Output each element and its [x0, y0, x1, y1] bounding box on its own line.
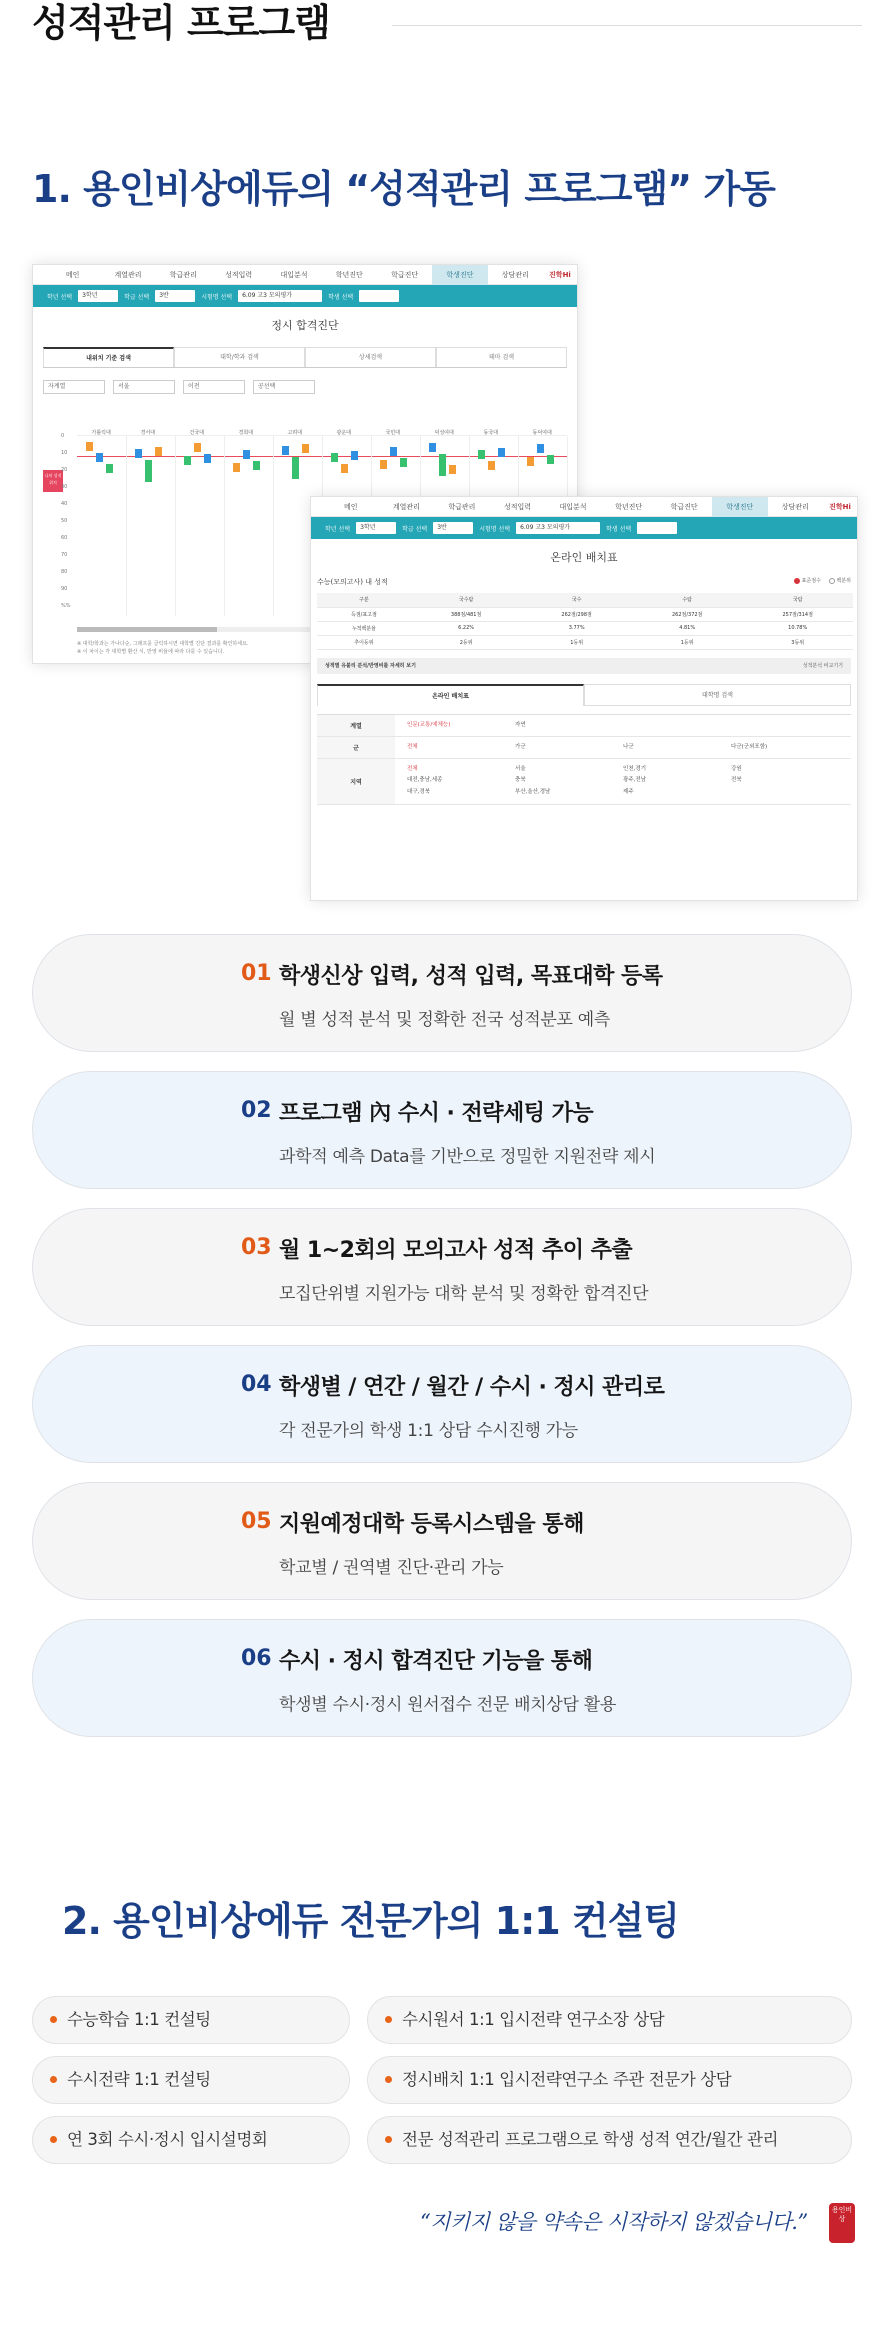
consulting-item [32, 1996, 350, 2044]
bullet-icon [385, 2076, 392, 2083]
feature-description: 모집단위별 지원가능 대학 분석 및 정확한 합격진단 [279, 1284, 649, 1304]
dropdown[interactable]: 공선택 [253, 380, 315, 394]
consulting-item [367, 2056, 852, 2104]
admission-marker[interactable] [243, 450, 250, 459]
radio-icon[interactable] [829, 578, 835, 584]
nav-item[interactable]: 학년진단 [615, 502, 643, 511]
table-header-cell: 구분 [317, 593, 411, 607]
y-tick: 20 [61, 467, 68, 473]
top-nav [33, 265, 577, 285]
nav-item[interactable]: 계열관리 [392, 502, 420, 511]
nav-item[interactable]: 학생진단 [432, 265, 487, 285]
chart-gridline [126, 436, 127, 616]
nav-item[interactable]: 대입분석 [559, 502, 587, 511]
page-title: 성적관리 프로그램 [32, 1, 330, 45]
filter-row-head: 군 [317, 737, 395, 758]
feature-number: 01 [241, 961, 272, 986]
filter-option[interactable]: 나군 [623, 743, 634, 750]
dropdown[interactable]: 이전 [183, 380, 245, 394]
university-label[interactable]: 광운대 [336, 430, 351, 436]
filter-select[interactable]: 3반 [433, 522, 473, 534]
consulting-label: 정시배치 1:1 입시전략연구소 주관 전문가 상담 [402, 2070, 732, 2089]
filter-option[interactable]: 전체 [407, 743, 418, 750]
admission-marker[interactable] [331, 453, 338, 462]
filter-option[interactable]: 서울 [515, 765, 526, 772]
filter-row-head: 지역 [317, 759, 395, 804]
table-header-cell: 국탐 [742, 593, 853, 607]
table-cell: 누적백분율 [317, 621, 411, 635]
table-row [317, 607, 853, 621]
university-label[interactable]: 건국대 [189, 430, 204, 436]
y-tick: 60 [61, 535, 68, 541]
admission-marker[interactable] [390, 447, 397, 456]
search-tab[interactable]: 상세검색 [305, 347, 436, 367]
feature-description: 월 별 성적 분석 및 정확한 전국 성적분포 예측 [279, 1010, 611, 1030]
page-header [32, 0, 862, 50]
filter-select[interactable]: 3학년 [78, 290, 118, 302]
nav-item[interactable]: 상담관리 [501, 270, 529, 279]
filter-label: 시험명 선택 [201, 293, 233, 301]
note-line: ※ 이 차이는 각 대학별 환산 식, 반영 비율에 따라 다를 수 있습니다. [77, 649, 225, 655]
filter-select[interactable]: 6.09 고3 모의평가 [516, 522, 600, 534]
admission-marker[interactable] [86, 442, 93, 451]
feature-number: 02 [241, 1098, 272, 1123]
brand-logo[interactable]: 진학Hi [549, 270, 571, 279]
section2-title: 2. 용인비상에듀 전문가의 1:1 컨설팅 [62, 1899, 680, 1943]
my-position-flag: 나의 성적 위치 [43, 470, 63, 492]
filter-select[interactable] [359, 290, 399, 302]
consulting-item [32, 2056, 350, 2104]
y-tick: 70 [61, 552, 68, 558]
feature-pill [32, 1482, 852, 1600]
filter-label: 학생 선택 [328, 293, 354, 301]
title-divider [392, 25, 862, 26]
table-cell: 2등위 [411, 635, 522, 649]
bullet-icon [50, 2136, 57, 2143]
nav-item[interactable]: 학급진단 [391, 270, 419, 279]
table-row [317, 635, 853, 649]
feature-pill [32, 1619, 852, 1737]
nav-item[interactable]: 성적입력 [225, 270, 253, 279]
top-nav [311, 497, 857, 517]
admission-marker[interactable] [527, 457, 534, 466]
admission-marker[interactable] [145, 460, 152, 482]
filter-label: 학급 선택 [124, 293, 150, 301]
table-cell: 6.22% [411, 621, 522, 635]
banner-text[interactable]: 성적별 유불리 분석/반영비를 자세히 보기 [325, 663, 416, 669]
table-cell: 388점/481점 [411, 607, 522, 621]
consulting-item [367, 2116, 852, 2164]
search-tab[interactable]: 내위치 기준 검색 [43, 347, 174, 367]
university-label[interactable]: 고려대 [287, 430, 302, 436]
table-cell: 10.78% [742, 621, 853, 635]
analysis-banner[interactable] [317, 658, 851, 674]
radio-label[interactable]: 표준점수 [801, 578, 821, 584]
admission-marker[interactable] [380, 460, 387, 469]
table-cell: 1등위 [521, 635, 632, 649]
filter-select[interactable] [637, 522, 677, 534]
screen-title: 정시 합격진단 [271, 319, 339, 332]
tab-univ-search[interactable]: 대학명 검색 [584, 684, 851, 706]
nav-item[interactable]: 상담관리 [781, 502, 809, 511]
banner-link[interactable]: 성적분석 비교기기 [802, 663, 843, 669]
chart-gridline [224, 436, 225, 616]
admission-marker[interactable] [439, 454, 446, 476]
filter-option[interactable]: 자연 [515, 721, 526, 728]
filter-select[interactable]: 6.09 고3 모의평가 [238, 290, 322, 302]
y-tick: 50 [61, 518, 68, 524]
screen-title: 온라인 배치표 [550, 551, 618, 564]
consulting-label: 수시전략 1:1 컨설팅 [67, 2070, 211, 2089]
nav-item[interactable]: 학급진단 [670, 502, 698, 511]
admission-marker[interactable] [184, 456, 191, 465]
dropdown[interactable]: 서울 [113, 380, 175, 394]
filter-bar [311, 517, 857, 539]
filter-bar [33, 285, 577, 307]
filter-select[interactable]: 3반 [155, 290, 195, 302]
y-tick: 10 [61, 450, 68, 456]
y-tick: 0 [61, 433, 65, 439]
dropdown[interactable]: 자계열 [43, 380, 105, 394]
slogan-quote: “지키지 않을 약속은 시작하지 않겠습니다.” [420, 2210, 808, 2234]
filter-option[interactable]: 부산,울산,경남 [515, 788, 551, 795]
table-cell: 1등위 [632, 635, 743, 649]
brand-logo[interactable]: 진학Hi [829, 502, 851, 511]
filter-row [317, 715, 851, 737]
university-label[interactable]: 가톨릭대 [91, 430, 111, 436]
filter-select[interactable]: 3학년 [356, 522, 396, 534]
feature-description: 과학적 예측 Data를 기반으로 정밀한 지원전략 제시 [279, 1147, 656, 1167]
university-label[interactable]: 덕성여대 [434, 430, 454, 436]
nav-item[interactable]: 학생진단 [712, 497, 768, 517]
search-tabs [43, 347, 567, 368]
filter-option[interactable]: 대전,충남,세종 [407, 777, 443, 784]
filter-option[interactable]: 충북 [515, 777, 526, 784]
feature-pill [32, 1071, 852, 1189]
chart-notes [77, 640, 249, 656]
filter-option[interactable]: 전체 [407, 765, 418, 772]
nav-item[interactable]: 학년진단 [335, 270, 363, 279]
filter-row-options [395, 759, 851, 804]
admission-marker[interactable] [204, 454, 211, 463]
filter-label: 학년 선택 [47, 293, 73, 301]
table-header-cell: 국수탐 [411, 593, 522, 607]
filter-row-options [395, 737, 851, 758]
filter-option[interactable]: 전북 [731, 777, 742, 784]
filter-option[interactable]: 제주 [623, 788, 634, 795]
admission-marker[interactable] [135, 449, 142, 458]
filter-option[interactable]: 인천,경기 [623, 765, 647, 772]
search-tab[interactable]: 테마 검색 [436, 347, 567, 367]
feature-heading: 수시 · 정시 합격진단 기능을 통해 [279, 1649, 593, 1674]
feature-heading: 지원예정대학 등록시스템을 통해 [279, 1512, 584, 1537]
filter-option[interactable]: 가군 [515, 743, 526, 750]
table-cell: 득점/표고점 [317, 607, 411, 621]
feature-pill [32, 1208, 852, 1326]
filter-option[interactable]: 광주,전남 [623, 777, 647, 784]
feature-pill [32, 934, 852, 1052]
feature-heading: 프로그램 內 수시 · 전략세팅 가능 [279, 1101, 594, 1126]
university-label[interactable]: 경희대 [238, 430, 253, 436]
tab-online-baechi[interactable]: 온라인 배치표 [317, 684, 584, 706]
admission-marker[interactable] [341, 464, 348, 473]
feature-description: 각 전문가의 학생 1:1 상담 수시진행 가능 [279, 1421, 578, 1441]
radio-icon[interactable] [794, 578, 800, 584]
feature-pill [32, 1345, 852, 1463]
consulting-label: 연 3회 수시·정시 입시설명회 [67, 2130, 268, 2149]
y-tick: 40 [61, 501, 68, 507]
nav-item[interactable]: 학급관리 [169, 270, 197, 279]
y-tick: 90 [61, 586, 68, 592]
table-cell: 4.81% [632, 621, 743, 635]
table-header-cell: 수탐 [632, 593, 743, 607]
feature-number: 06 [241, 1646, 272, 1671]
filter-label: 학년 선택 [325, 525, 351, 533]
search-tab[interactable]: 대학/학과 검색 [174, 347, 305, 367]
university-label[interactable]: 동국대 [483, 430, 498, 436]
nav-item[interactable]: 메인 [344, 502, 358, 511]
admission-marker[interactable] [478, 450, 485, 459]
table-cell: 257점/314점 [742, 607, 853, 621]
admission-marker[interactable] [498, 448, 505, 457]
admission-marker[interactable] [253, 461, 260, 470]
note-line: ※ 대학/학과는 가나다순, 그래프를 클릭하시면 대학별 진단 결과를 확인하세요. [77, 641, 249, 647]
section1-title: 1. 용인비상에듀의 “성적관리 프로그램” 가동 [32, 167, 775, 211]
table-cell: 3등위 [742, 635, 853, 649]
feature-heading: 학생신상 입력, 성적 입력, 목표대학 등록 [279, 964, 663, 989]
admission-marker[interactable] [351, 451, 358, 460]
seal-stamp: 용인비상 [829, 2203, 855, 2243]
score-type-radios [788, 577, 851, 587]
score-subtitle: 수능(모의고사) 내 성적 [317, 578, 388, 586]
y-tick: 80 [61, 569, 68, 575]
admission-marker[interactable] [96, 453, 103, 462]
admission-marker[interactable] [537, 444, 544, 453]
admission-marker[interactable] [449, 465, 456, 474]
admission-marker[interactable] [194, 443, 201, 452]
nav-item[interactable]: 성적입력 [503, 502, 531, 511]
feature-heading: 학생별 / 연간 / 월간 / 수시 · 정시 관리로 [279, 1375, 665, 1400]
bullet-icon [50, 2076, 57, 2083]
admission-marker[interactable] [155, 447, 162, 456]
filter-row [317, 759, 851, 805]
consulting-label: 수시원서 1:1 입시전략 연구소장 상담 [402, 2010, 665, 2029]
admission-marker[interactable] [400, 458, 407, 467]
admission-marker[interactable] [429, 443, 436, 452]
table-cell: 262점/372점 [632, 607, 743, 621]
university-label[interactable]: 경서대 [140, 430, 155, 436]
admission-marker[interactable] [282, 446, 289, 455]
admission-marker[interactable] [302, 444, 309, 453]
bullet-icon [50, 2016, 57, 2023]
table-cell: 262점/298점 [521, 607, 632, 621]
admission-marker[interactable] [488, 461, 495, 470]
filter-row-options [395, 715, 851, 736]
score-subheader [311, 573, 857, 593]
feature-description: 학생별 수시·정시 원서접수 전문 배치상담 활용 [279, 1695, 616, 1715]
nav-item[interactable]: 대입분석 [280, 270, 308, 279]
consulting-item [32, 2116, 350, 2164]
filter-row [317, 737, 851, 759]
scroll-thumb[interactable] [77, 627, 217, 632]
search-dropdowns [33, 368, 577, 400]
university-label[interactable]: 동덕여대 [532, 430, 552, 436]
filter-label: 학급 선택 [402, 525, 428, 533]
table-cell: 추이등위 [317, 635, 411, 649]
chart-gridline [273, 436, 274, 616]
filter-option[interactable]: 강원 [731, 765, 742, 772]
table-header-cell: 국수 [521, 593, 632, 607]
admission-marker[interactable] [292, 457, 299, 479]
chart-gridline [175, 436, 176, 616]
y-tick: 30 [61, 484, 68, 490]
filter-label: 학생 선택 [606, 525, 632, 533]
table-cell: 3.77% [521, 621, 632, 635]
admission-marker[interactable] [547, 455, 554, 464]
filter-option[interactable]: 인문(교통/예체능) [407, 721, 451, 728]
feature-number: 05 [241, 1509, 272, 1534]
nav-item[interactable]: 계열관리 [114, 270, 142, 279]
filter-table [317, 714, 851, 805]
feature-number: 04 [241, 1372, 272, 1397]
feature-number: 03 [241, 1235, 272, 1260]
filter-option[interactable]: 다군(군외포함) [731, 743, 768, 750]
consulting-label: 전문 성적관리 프로그램으로 학생 성적 연간/월간 관리 [402, 2130, 779, 2149]
admission-marker[interactable] [106, 464, 113, 473]
filter-option[interactable]: 대구,경북 [407, 788, 431, 795]
baechi-screenshot [310, 496, 858, 901]
feature-description: 학교별 / 권역별 진단·관리 가능 [279, 1558, 504, 1578]
nav-item[interactable]: 메인 [65, 270, 80, 279]
feature-heading: 월 1~2회의 모의고사 성적 추이 추출 [279, 1238, 633, 1263]
university-label[interactable]: 국민대 [385, 430, 400, 436]
baechi-tabs [317, 684, 851, 706]
consulting-item [367, 1996, 852, 2044]
y-tick: %% [61, 603, 71, 609]
bullet-icon [385, 2136, 392, 2143]
filter-row-head: 계열 [317, 715, 395, 736]
table-row [317, 621, 853, 635]
score-table [317, 593, 853, 650]
bullet-icon [385, 2016, 392, 2023]
nav-item[interactable]: 학급관리 [448, 502, 476, 511]
filter-label: 시험명 선택 [479, 525, 511, 533]
admission-marker[interactable] [233, 463, 240, 472]
table-header-row [317, 593, 853, 607]
radio-label[interactable]: 백분위 [836, 578, 851, 584]
consulting-label: 수능학습 1:1 컨설팅 [67, 2010, 211, 2029]
